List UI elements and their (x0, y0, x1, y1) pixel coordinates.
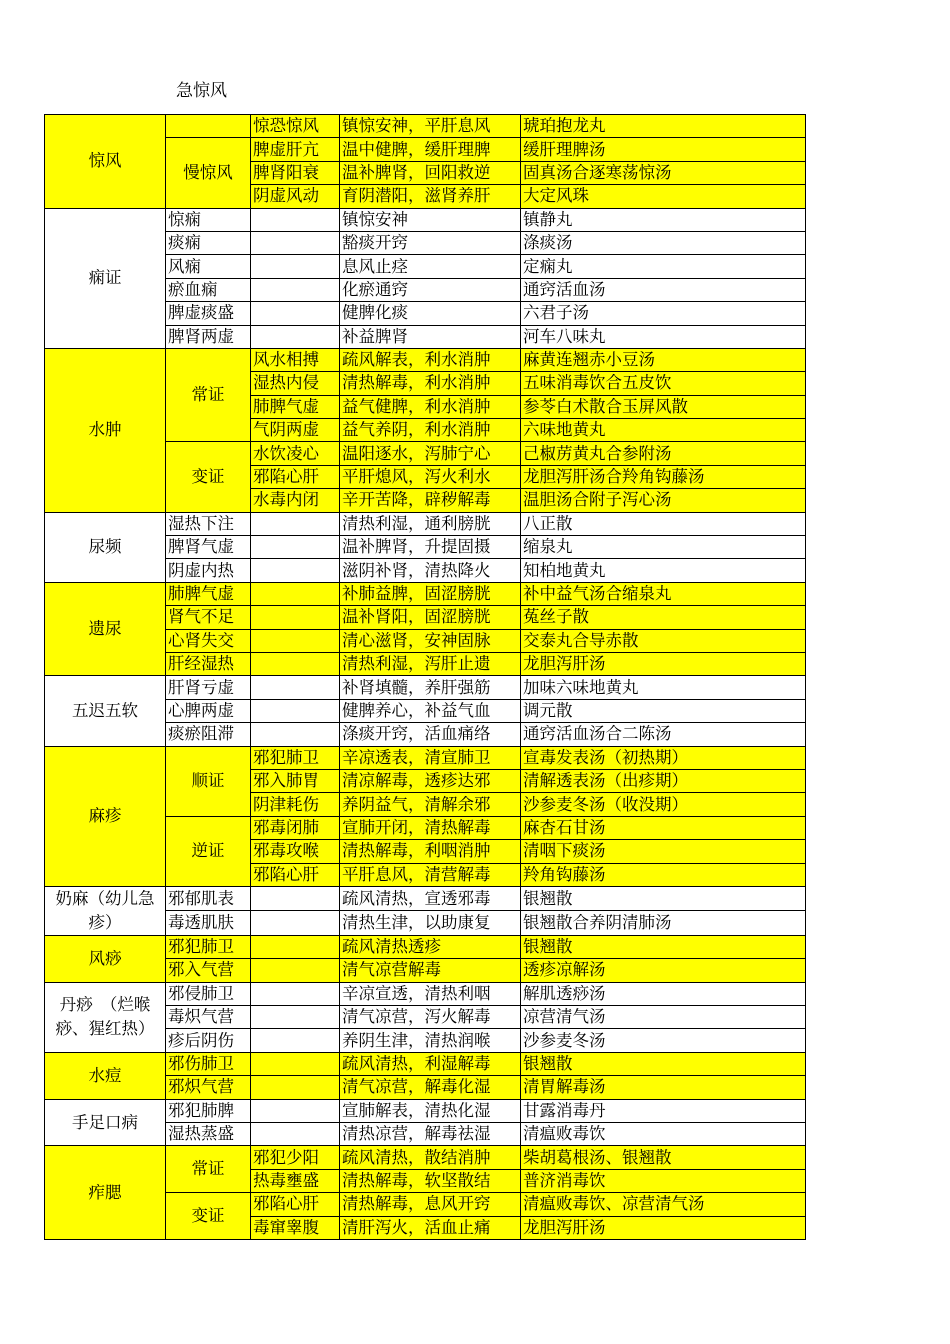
syndrome-cell (251, 512, 340, 535)
formula-cell: 龙胆泻肝汤 (521, 652, 806, 675)
group-dansha: 丹痧 （烂喉痧、猩红热） (45, 982, 166, 1052)
formula-cell: 温胆汤合附子泻心汤 (521, 489, 806, 512)
method-cell: 温阳逐水，泻肺宁心 (340, 442, 521, 465)
formula-cell: 大定风珠 (521, 185, 806, 208)
syndrome-cell (251, 1123, 340, 1146)
subtype-cell: 肝肾亏虚 (166, 676, 251, 699)
table-row (45, 1146, 806, 1169)
syndrome-cell (251, 959, 340, 982)
method-cell: 辛凉宣透，清热利咽 (340, 982, 521, 1005)
subtype-cell: 逆证 (166, 816, 251, 886)
subtype-cell: 顺证 (166, 746, 251, 816)
formula-cell: 沙参麦冬汤（收没期） (521, 793, 806, 816)
method-cell: 清热凉营，解毒祛湿 (340, 1123, 521, 1146)
subtype-cell: 心肾失交 (166, 629, 251, 652)
formula-cell: 沙参麦冬汤 (521, 1029, 806, 1052)
group-shuizhong: 水肿 (45, 348, 166, 512)
table-row (45, 1099, 806, 1122)
syndrome-cell (251, 1006, 340, 1029)
formula-cell: 普济消毒饮 (521, 1169, 806, 1192)
method-cell: 镇惊安神，平肝息风 (340, 115, 521, 138)
formula-cell: 透疹凉解汤 (521, 959, 806, 982)
method-cell: 平肝息风，清营解毒 (340, 863, 521, 886)
subtype-cell: 常证 (166, 348, 251, 442)
formula-cell: 麻黄连翘赤小豆汤 (521, 348, 806, 371)
syndrome-cell (251, 231, 340, 254)
syndrome-cell (251, 582, 340, 605)
formula-cell: 宣毒发表汤（初热期） (521, 746, 806, 769)
subtype-cell: 阴虚内热 (166, 559, 251, 582)
syndrome-cell (251, 886, 340, 911)
syndrome-cell: 热毒壅盛 (251, 1169, 340, 1192)
syndrome-cell (251, 255, 340, 278)
subtype-cell: 脾肾两虚 (166, 325, 251, 348)
syndrome-cell: 邪陷心肝 (251, 465, 340, 488)
table-row (45, 208, 806, 231)
formula-cell: 涤痰汤 (521, 231, 806, 254)
syndrome-cell (251, 278, 340, 301)
method-cell: 补肾填髓，养肝强筋 (340, 676, 521, 699)
syndrome-cell (251, 1076, 340, 1099)
subtype-cell: 痰痫 (166, 231, 251, 254)
formula-cell: 八正散 (521, 512, 806, 535)
subtype-cell: 慢惊风 (166, 138, 251, 208)
group-shouzukoubing: 手足口病 (45, 1099, 166, 1146)
syndrome-cell: 邪犯少阳 (251, 1146, 340, 1169)
method-cell: 清肝泻火，活血止痛 (340, 1216, 521, 1239)
syndrome-cell: 邪毒闭肺 (251, 816, 340, 839)
group-naima: 奶麻（幼儿急疹） (45, 886, 166, 935)
subtype-cell: 瘀血痫 (166, 278, 251, 301)
method-cell: 清热利湿，泻肝止遗 (340, 652, 521, 675)
method-cell: 养阴生津，清热润喉 (340, 1029, 521, 1052)
syndrome-cell (251, 676, 340, 699)
formula-cell: 银翘散合养阴清肺汤 (521, 911, 806, 936)
syndrome-cell: 脾虚肝亢 (251, 138, 340, 161)
formula-cell: 固真汤合逐寒荡惊汤 (521, 161, 806, 184)
subtype-cell (166, 115, 251, 138)
table-row (45, 582, 806, 605)
group-yiniao: 遗尿 (45, 582, 166, 676)
formula-cell: 补中益气汤合缩泉丸 (521, 582, 806, 605)
formula-cell: 缩泉丸 (521, 536, 806, 559)
formula-cell: 通窍活血汤 (521, 278, 806, 301)
syndrome-cell (251, 536, 340, 559)
subtype-cell: 邪入气营 (166, 959, 251, 982)
method-cell: 清热解毒，利水消肿 (340, 372, 521, 395)
method-cell: 宣肺开闭，清热解毒 (340, 816, 521, 839)
subtype-cell: 惊痫 (166, 208, 251, 231)
method-cell: 疏风清热，宣透邪毒 (340, 886, 521, 911)
group-xianzheng: 痫证 (45, 208, 166, 348)
formula-cell: 六味地黄丸 (521, 419, 806, 442)
formula-cell: 定痫丸 (521, 255, 806, 278)
syndrome-cell: 肺脾气虚 (251, 395, 340, 418)
method-cell: 益气健脾，利水消肿 (340, 395, 521, 418)
method-cell: 补肺益脾，固涩膀胱 (340, 582, 521, 605)
syndrome-cell (251, 699, 340, 722)
method-cell: 清热生津，以助康复 (340, 911, 521, 936)
method-cell: 息风止痉 (340, 255, 521, 278)
formula-cell: 菟丝子散 (521, 606, 806, 629)
formula-cell: 镇静丸 (521, 208, 806, 231)
syndrome-cell (251, 1099, 340, 1122)
table-row (45, 348, 806, 371)
subtype-cell: 肾气不足 (166, 606, 251, 629)
subtype-cell: 脾虚痰盛 (166, 302, 251, 325)
syndrome-cell: 风水相搏 (251, 348, 340, 371)
syndrome-cell: 气阴两虚 (251, 419, 340, 442)
syndrome-cell: 邪陷心肝 (251, 863, 340, 886)
subtype-cell: 脾肾气虚 (166, 536, 251, 559)
subtype-cell: 湿热蒸盛 (166, 1123, 251, 1146)
subtype-cell: 邪炽气营 (166, 1076, 251, 1099)
formula-cell: 柴胡葛根汤、银翘散 (521, 1146, 806, 1169)
syndrome-cell: 邪犯肺卫 (251, 746, 340, 769)
method-cell: 清热解毒，软坚散结 (340, 1169, 521, 1192)
syndrome-cell (251, 1052, 340, 1075)
subtype-cell: 邪侵肺卫 (166, 982, 251, 1005)
group-jingfeng: 惊风 (45, 115, 166, 209)
formula-cell: 知柏地黄丸 (521, 559, 806, 582)
formula-cell: 凉营清气汤 (521, 1006, 806, 1029)
formula-cell: 麻杏石甘汤 (521, 816, 806, 839)
table-row (45, 676, 806, 699)
syndrome-cell: 惊恐惊风 (251, 115, 340, 138)
method-cell: 补益脾肾 (340, 325, 521, 348)
method-cell: 温中健脾，缓肝理脾 (340, 138, 521, 161)
formula-cell: 缓肝理脾汤 (521, 138, 806, 161)
syndrome-cell: 湿热内侵 (251, 372, 340, 395)
formula-cell: 通窍活血汤合二陈汤 (521, 723, 806, 746)
method-cell: 清凉解毒，透疹达邪 (340, 769, 521, 792)
syndrome-cell: 毒窜睾腹 (251, 1216, 340, 1239)
formula-cell: 羚角钩藤汤 (521, 863, 806, 886)
syndrome-cell (251, 1029, 340, 1052)
formula-cell: 琥珀抱龙丸 (521, 115, 806, 138)
method-cell: 清气凉营，泻火解毒 (340, 1006, 521, 1029)
method-cell: 养阴益气，清解余邪 (340, 793, 521, 816)
formula-table (44, 114, 806, 1240)
table-row (45, 115, 806, 138)
method-cell: 健脾养心，补益气血 (340, 699, 521, 722)
subtype-cell: 肺脾气虚 (166, 582, 251, 605)
sheet-title: 急惊风 (176, 81, 227, 101)
method-cell: 温补肾阳，固涩膀胱 (340, 606, 521, 629)
syndrome-cell (251, 652, 340, 675)
subtype-cell: 邪犯肺脾 (166, 1099, 251, 1122)
table-row (45, 746, 806, 769)
subtype-cell: 邪郁肌表 (166, 886, 251, 911)
method-cell: 清心滋肾，安神固脉 (340, 629, 521, 652)
method-cell: 滋阴补肾，清热降火 (340, 559, 521, 582)
method-cell: 疏风清热透疹 (340, 935, 521, 958)
method-cell: 清热解毒，利咽消肿 (340, 840, 521, 863)
method-cell: 清气凉营，解毒化湿 (340, 1076, 521, 1099)
method-cell: 清气凉营解毒 (340, 959, 521, 982)
group-zhasai: 痄腮 (45, 1146, 166, 1240)
table-row (45, 512, 806, 535)
subtype-cell: 疹后阴伤 (166, 1029, 251, 1052)
method-cell: 疏风清热，利湿解毒 (340, 1052, 521, 1075)
syndrome-cell (251, 606, 340, 629)
subtype-cell: 毒透肌肤 (166, 911, 251, 936)
formula-cell: 龙胆泻肝汤合羚角钩藤汤 (521, 465, 806, 488)
formula-cell: 清解透表汤（出疹期） (521, 769, 806, 792)
syndrome-cell: 邪毒攻喉 (251, 840, 340, 863)
formula-cell: 解肌透痧汤 (521, 982, 806, 1005)
method-cell: 益气养阴，利水消肿 (340, 419, 521, 442)
syndrome-cell (251, 302, 340, 325)
syndrome-cell (251, 629, 340, 652)
syndrome-cell (251, 723, 340, 746)
syndrome-cell: 邪入肺胃 (251, 769, 340, 792)
formula-cell: 银翘散 (521, 886, 806, 911)
syndrome-cell: 水毒内闭 (251, 489, 340, 512)
method-cell: 育阴潜阳，滋肾养肝 (340, 185, 521, 208)
formula-cell: 银翘散 (521, 1052, 806, 1075)
method-cell: 疏风清热，散结消肿 (340, 1146, 521, 1169)
formula-cell: 六君子汤 (521, 302, 806, 325)
subtype-cell: 邪犯肺卫 (166, 935, 251, 958)
formula-cell: 清咽下痰汤 (521, 840, 806, 863)
table-row (45, 935, 806, 958)
method-cell: 辛开苦降，辟秽解毒 (340, 489, 521, 512)
syndrome-cell: 邪陷心肝 (251, 1193, 340, 1216)
method-cell: 平肝熄风，泻火利水 (340, 465, 521, 488)
method-cell: 宣肺解表，清热化湿 (340, 1099, 521, 1122)
syndrome-cell: 阴虚风动 (251, 185, 340, 208)
method-cell: 疏风解表，利水消肿 (340, 348, 521, 371)
formula-cell: 己椒苈黄丸合参附汤 (521, 442, 806, 465)
syndrome-cell: 脾肾阳衰 (251, 161, 340, 184)
method-cell: 健脾化痰 (340, 302, 521, 325)
syndrome-cell: 水饮凌心 (251, 442, 340, 465)
group-fengsha: 风痧 (45, 935, 166, 982)
syndrome-cell (251, 208, 340, 231)
method-cell: 清热解毒，息风开窍 (340, 1193, 521, 1216)
subtype-cell: 痰瘀阻滞 (166, 723, 251, 746)
method-cell: 豁痰开窍 (340, 231, 521, 254)
syndrome-cell (251, 559, 340, 582)
syndrome-cell (251, 982, 340, 1005)
subtype-cell: 心脾两虚 (166, 699, 251, 722)
subtype-cell: 变证 (166, 442, 251, 512)
subtype-cell: 毒炽气营 (166, 1006, 251, 1029)
subtype-cell: 常证 (166, 1146, 251, 1193)
formula-cell: 龙胆泻肝汤 (521, 1216, 806, 1239)
syndrome-cell (251, 325, 340, 348)
subtype-cell: 湿热下注 (166, 512, 251, 535)
group-mazhen: 麻疹 (45, 746, 166, 886)
group-shuidou: 水痘 (45, 1052, 166, 1099)
formula-cell: 交泰丸合导赤散 (521, 629, 806, 652)
formula-cell: 清瘟败毒饮、凉营清气汤 (521, 1193, 806, 1216)
formula-cell: 银翘散 (521, 935, 806, 958)
formula-cell: 河车八味丸 (521, 325, 806, 348)
subtype-cell: 邪伤肺卫 (166, 1052, 251, 1075)
formula-cell: 加味六味地黄丸 (521, 676, 806, 699)
group-wuchiwuruan: 五迟五软 (45, 676, 166, 746)
method-cell: 温补脾肾，升提固摄 (340, 536, 521, 559)
formula-cell: 参苓白术散合玉屏风散 (521, 395, 806, 418)
formula-cell: 清胃解毒汤 (521, 1076, 806, 1099)
formula-cell: 调元散 (521, 699, 806, 722)
syndrome-cell (251, 911, 340, 936)
formula-cell: 甘露消毒丹 (521, 1099, 806, 1122)
subtype-cell: 肝经湿热 (166, 652, 251, 675)
method-cell: 化瘀通窍 (340, 278, 521, 301)
method-cell: 涤痰开窍，活血痛络 (340, 723, 521, 746)
table-row (45, 886, 806, 911)
subtype-cell: 风痫 (166, 255, 251, 278)
table-row (45, 1052, 806, 1075)
method-cell: 温补脾肾，回阳救逆 (340, 161, 521, 184)
syndrome-cell: 阴津耗伤 (251, 793, 340, 816)
formula-cell: 五味消毒饮合五皮饮 (521, 372, 806, 395)
method-cell: 清热利湿，通利膀胱 (340, 512, 521, 535)
method-cell: 辛凉透表，清宣肺卫 (340, 746, 521, 769)
formula-cell: 清瘟败毒饮 (521, 1123, 806, 1146)
method-cell: 镇惊安神 (340, 208, 521, 231)
group-niaopin: 尿频 (45, 512, 166, 582)
table-row (45, 982, 806, 1005)
syndrome-cell (251, 935, 340, 958)
subtype-cell: 变证 (166, 1193, 251, 1240)
